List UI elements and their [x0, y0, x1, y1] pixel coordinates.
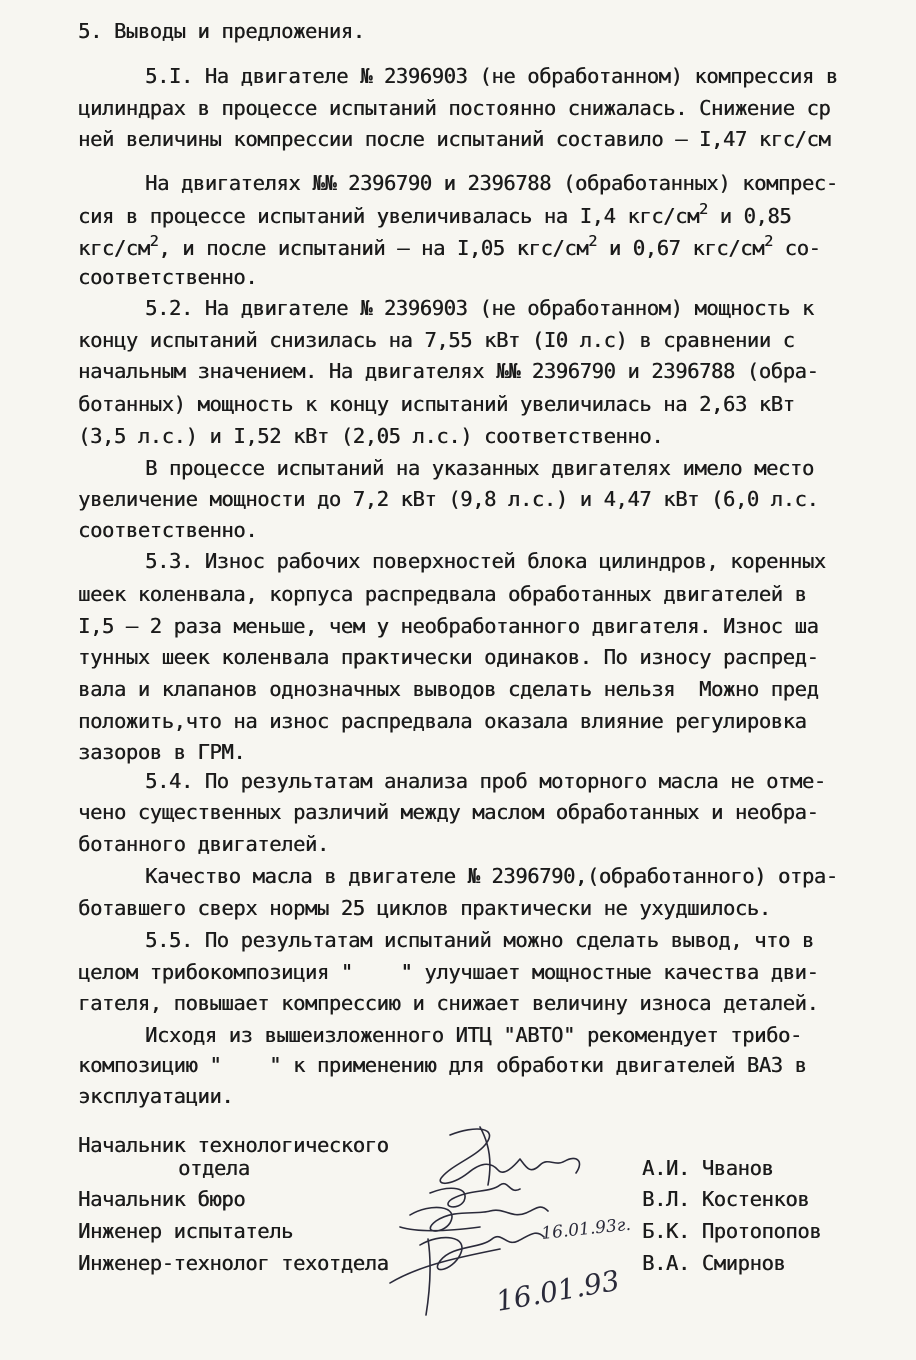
signatory-name: В.А. Смирнов	[642, 1251, 786, 1275]
text-line: начальным значением. На двигателях №№ 2396790 и 2396788 (обра-	[78, 359, 819, 383]
text-line: вала и клапанов однозначных выводов сделать нельзя Можно пред	[78, 677, 819, 701]
text-line: В процессе испытаний на указанных двигателях имело место	[145, 456, 814, 480]
text-line: эксплуатации.	[78, 1084, 234, 1108]
text-line: I,5 – 2 раза меньше, чем у необработанного двигателя. Износ ша	[78, 614, 819, 638]
signature-stroke	[480, 1127, 490, 1185]
text-line: увеличение мощности до 7,2 кВт (9,8 л.с.) и 4,47 кВт (6,0 л.с.	[78, 487, 819, 511]
text-line: целом трибокомпозиция " " улучшает мощностные качества дви-	[78, 960, 819, 984]
text-line: 5.5. По результатам испытаний можно сделать вывод, что в	[145, 928, 814, 952]
text-line: ботанных) мощность к концу испытаний увеличилась на 2,63 кВт	[78, 392, 795, 416]
text-line: соответственно.	[78, 265, 258, 289]
signature-stroke	[430, 1184, 520, 1207]
text-line: положить,что на износ распредвала оказала влияние регулировка	[78, 709, 807, 733]
handwritten-date: 16.01.93	[493, 1263, 623, 1318]
signatory-title: Начальник технологического	[78, 1133, 389, 1157]
signature-stroke	[400, 1227, 480, 1231]
handwritten-date: 16.01.93г.	[540, 1214, 632, 1244]
text-line: гателя, повышает компрессию и снижает величину износа деталей.	[78, 991, 819, 1015]
text-line: цилиндрах в процессе испытаний постоянно снижалась. Снижение ср	[78, 96, 831, 120]
signature-stroke	[390, 1249, 500, 1283]
signatory-name: В.Л. Костенков	[642, 1187, 810, 1211]
text-line: На двигателях №№ 2396790 и 2396788 (обработанных) компрес-	[145, 171, 838, 195]
text-line: ней величины компрессии после испытаний составило – I,47 кгс/см	[78, 127, 831, 151]
text-line: сия в процессе испытаний увеличивалась на I,4 кгс/$см^2$ и 0,85	[78, 201, 792, 228]
text-line: 5.I. На двигателе № 2396903 (не обработанном) компрессия в	[145, 64, 838, 88]
text-line: зазоров в ГРМ.	[78, 740, 246, 764]
text-line: соответственно.	[78, 518, 258, 542]
text-line: композицию " " к применению для обработки двигателей ВАЗ в	[78, 1053, 807, 1077]
text-line: ботанного двигателей.	[78, 832, 329, 856]
signatory-title: Инженер испытатель	[78, 1219, 293, 1243]
text-line: (3,5 л.с.) и I,52 кВт (2,05 л.с.) соответственно.	[78, 424, 664, 448]
handwritten-signatures	[380, 1115, 640, 1335]
text-line: Исходя из вышеизложенного ИТЦ "АВТО" рекомендует трибо-	[145, 1023, 802, 1047]
signatory-title: отдела	[178, 1156, 250, 1180]
signature-stroke	[440, 1129, 579, 1183]
signatory-title: Начальник бюро	[78, 1187, 246, 1211]
text-line: 5.4. По результатам анализа проб моторного масла не отме-	[145, 769, 826, 793]
text-line: тунных шеек коленвала практически одинаков. По износу распред-	[78, 645, 819, 669]
text-line: Качество масла в двигателе № 2396790,(обработанного) отра-	[145, 864, 838, 888]
text-line: 5.3. Износ рабочих поверхностей блока цилиндров, коренных	[145, 549, 826, 573]
signature-stroke	[420, 1233, 544, 1269]
text-line: шеек коленвала, корпуса распредвала обработанных двигателей в	[78, 582, 807, 606]
text-line: концу испытаний снизилась на 7,55 кВт (I0 л.с) в сравнении с	[78, 328, 795, 352]
text-line: кгс/$см^2$, и после испытаний – на I,05 кгс/$см^2$ и 0,67 кгс/$см^2$ со-	[78, 233, 821, 260]
text-line: чено существенных различий между маслом обработанных и необра-	[78, 800, 819, 824]
signature-stroke	[426, 1239, 430, 1315]
text-line: ботавшего сверх нормы 25 циклов практически не ухудшилось.	[78, 896, 771, 920]
section-heading: 5. Выводы и предложения.	[78, 19, 365, 43]
signatory-name: А.И. Чванов	[642, 1156, 774, 1180]
signatory-name: Б.К. Протопопов	[642, 1219, 822, 1243]
signatory-title: Инженер-технолог техотдела	[78, 1251, 389, 1275]
text-line: 5.2. На двигателе № 2396903 (не обработанном) мощность к	[145, 296, 814, 320]
